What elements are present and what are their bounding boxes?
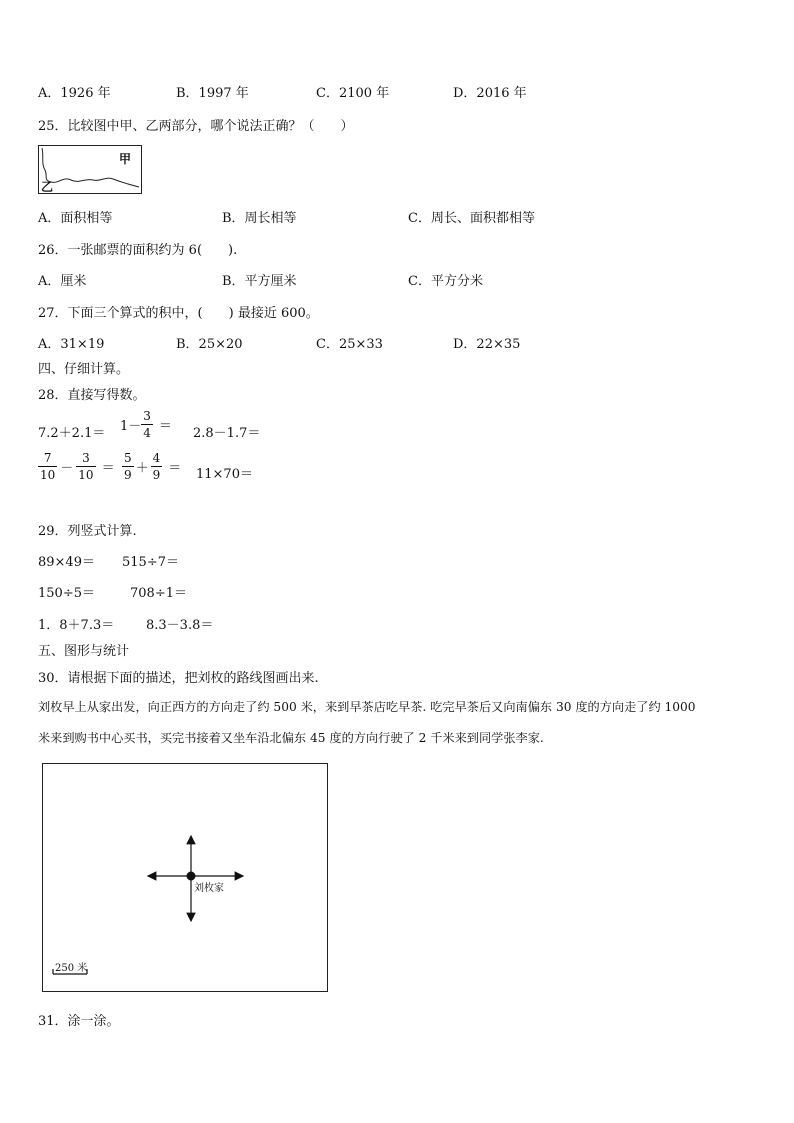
q28-fraction-5-9: [122, 452, 134, 481]
q29-item-4: 708÷1＝: [130, 586, 187, 601]
q26-stem: 26．一张邮票的面积约为 6( ).: [38, 243, 238, 258]
q25-label-jia: 甲: [119, 152, 132, 166]
q25-option-c: C．周长、面积都相等: [408, 211, 535, 226]
equals-sign: ＝: [101, 461, 115, 476]
q24-option-b: B．1997 年: [176, 86, 249, 101]
q26-option-b: B．平方厘米: [222, 274, 297, 289]
q29-item-2: 515÷7＝: [122, 555, 179, 570]
q25-label-yi: 乙: [41, 180, 54, 194]
fraction-numerator: 7: [38, 452, 57, 467]
fraction-denominator: 9: [124, 468, 132, 482]
fraction-denominator: 10: [78, 468, 94, 482]
q30-route-map: [42, 763, 328, 992]
q28-expr-5: [122, 452, 181, 481]
q24-option-d: D．2016 年: [453, 86, 527, 101]
q27-option-a: A．31×19: [38, 337, 105, 352]
q31-stem: 31．涂一涂。: [38, 1014, 120, 1029]
q28-expr-1: 7.2＋2.1＝: [38, 426, 106, 441]
fraction-numerator: 3: [76, 452, 95, 467]
q28-fraction-3-10: [76, 452, 95, 481]
q29-item-1: 89×49＝: [38, 555, 95, 570]
q25-stem: 25．比较图中甲、乙两部分，哪个说法正确？（ ）: [38, 119, 354, 134]
q30-stem: 30．请根据下面的描述，把刘枚的路线图画出来.: [38, 671, 319, 686]
scale-label: 250 米: [55, 963, 88, 974]
section5-heading: 五、图形与统计: [38, 644, 130, 659]
q28-expr-6: 11×70＝: [196, 467, 253, 482]
equals-sign: ＝: [168, 461, 182, 476]
q28-fraction-4-9: [151, 452, 163, 481]
q29-item-6: 8.3－3.8＝: [146, 618, 214, 633]
q28-stem: 28．直接写得数。: [38, 388, 146, 403]
q27-stem: 27．下面三个算式的积中，( ) 最接近 600。: [38, 306, 319, 321]
home-label: 刘枚家: [194, 883, 224, 894]
q28-fraction-3-4: [141, 410, 153, 439]
q28-fraction-7-10: [38, 452, 57, 481]
q28-expr-3: 2.8－1.7＝: [193, 426, 261, 441]
q29-item-3: 150÷5＝: [38, 586, 95, 601]
q24-option-c: C．2100 年: [316, 86, 390, 101]
q25-option-a: A．面积相等: [38, 211, 113, 226]
q30-description-line-1: 刘枚早上从家出发，向正西方的方向走了约 500 米，来到早茶店吃早茶. 吃完早茶后又向南偏东 30 度的方向走了约 1000: [38, 700, 696, 714]
q25-option-b: B．周长相等: [222, 211, 297, 226]
q27-option-c: C．25×33: [316, 337, 383, 352]
fraction-denominator: 4: [143, 426, 151, 440]
q25-figure: [38, 145, 142, 194]
q27-option-d: D．22×35: [453, 337, 521, 352]
plus-sign: ＋: [135, 461, 149, 476]
q30-map-canvas: [43, 764, 327, 991]
fraction-denominator: 10: [40, 468, 56, 482]
q29-item-5: 1．8＋7.3＝: [38, 618, 115, 633]
q28-expr-2: [120, 410, 172, 439]
minus-sign: －: [60, 461, 74, 476]
fraction-numerator: 3: [143, 409, 151, 423]
q26-option-a: A．厘米: [38, 274, 87, 289]
fraction-numerator: 4: [152, 451, 161, 465]
q28-expr-2-equals: ＝: [158, 419, 172, 434]
q24-option-a: A．1926 年: [38, 86, 111, 101]
q28-expr-4: [38, 452, 115, 481]
q30-description-line-2: 米来到购书中心买书，买完书接着又坐车沿北偏东 45 度的方向行驶了 2 千米来到同学张李家.: [38, 731, 544, 745]
q28-expr-2-prefix: 1－: [120, 419, 142, 434]
q26-option-c: C．平方分米: [408, 274, 483, 289]
fraction-numerator: 5: [124, 451, 132, 465]
q29-stem: 29．列竖式计算.: [38, 524, 137, 539]
section4-heading: 四、仔细计算。: [38, 362, 130, 377]
q27-option-b: B．25×20: [176, 337, 243, 352]
fraction-denominator: 9: [152, 468, 161, 482]
